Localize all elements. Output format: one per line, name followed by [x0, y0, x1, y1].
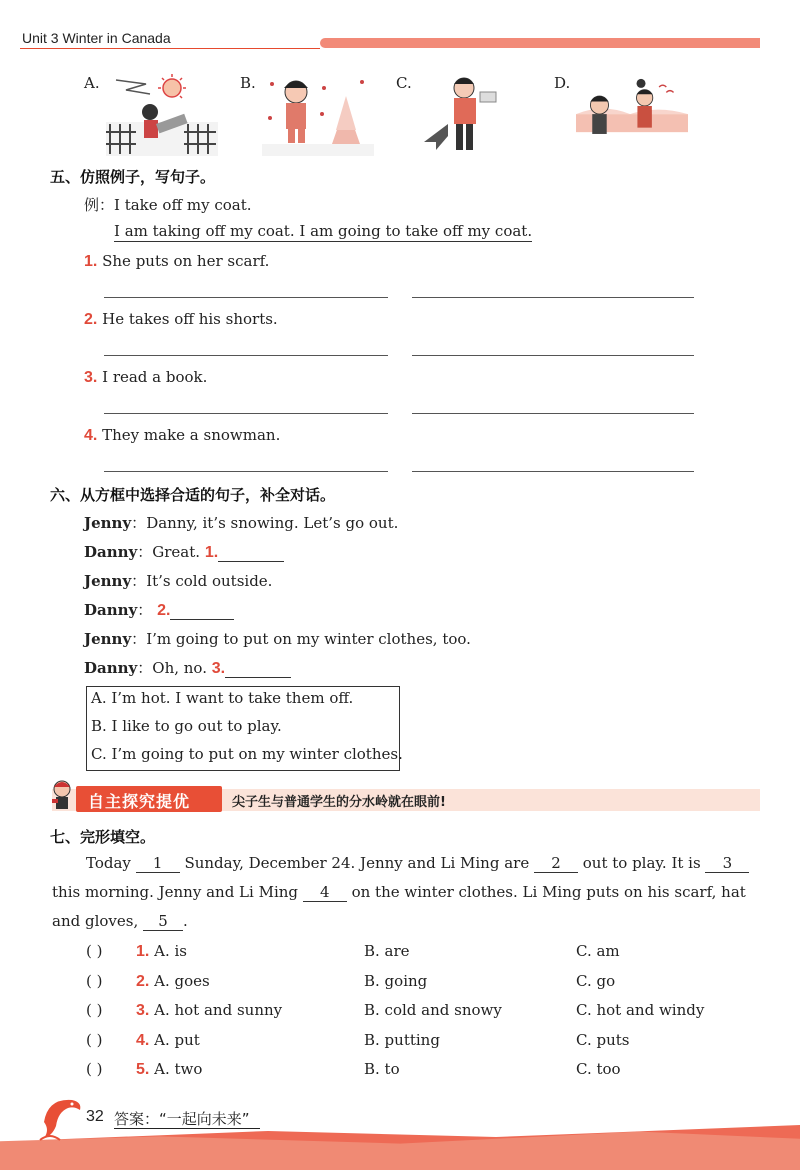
header-band — [320, 38, 760, 48]
cloze-blank[interactable]: 2 — [534, 854, 578, 873]
option-c: C. go — [576, 972, 616, 990]
question-paren[interactable]: ( ) — [86, 972, 103, 990]
choice-option: C. I’m going to put on my winter clothes. — [91, 745, 403, 763]
section7-heading: 七、完形填空。 — [50, 828, 156, 846]
footer-underline — [114, 1128, 260, 1129]
answer-line[interactable] — [104, 355, 388, 356]
header-rule — [20, 48, 320, 49]
option-b: B. cold and snowy — [364, 1001, 502, 1019]
header-title: Unit 3 Winter in Canada — [22, 30, 171, 46]
option-c-letter: C. — [396, 74, 412, 92]
choice-option: A. I’m hot. I want to take them off. — [91, 689, 354, 707]
example-label: 例： — [84, 196, 115, 214]
banner-slogan: 尖子生与普通学生的分水岭就在眼前! — [232, 795, 446, 810]
answer-line[interactable] — [104, 297, 388, 298]
option-a-letter: A. — [84, 74, 100, 92]
answer-line[interactable] — [104, 413, 388, 414]
banner-label: 自主探究提优 — [88, 792, 191, 811]
option-c: C. hot and windy — [576, 1001, 705, 1019]
dialogue-line: Jenny：It’s cold outside. — [84, 572, 273, 590]
section5-item: 3. I read a book. — [84, 368, 208, 386]
example-sentence: I take off my coat. — [114, 196, 252, 214]
dolphin-icon — [38, 1092, 84, 1142]
question-paren[interactable]: ( ) — [86, 1001, 103, 1019]
dialogue-line: Danny： 2. — [84, 599, 234, 620]
question-row: 1. A. is — [136, 942, 187, 960]
option-b: B. going — [364, 972, 428, 990]
dialogue-line: Jenny：I’m going to put on my winter clothes, too. — [84, 630, 471, 648]
page-number: 32 — [86, 1108, 104, 1125]
option-b: B. to — [364, 1060, 400, 1078]
option-c: C. puts — [576, 1031, 630, 1049]
cloze-blank[interactable]: 5 — [143, 912, 183, 931]
dialogue-blank[interactable] — [225, 659, 291, 678]
dialogue-line: Danny：Oh, no. 3. — [84, 657, 291, 678]
question-paren[interactable]: ( ) — [86, 942, 103, 960]
option-c: C. too — [576, 1060, 621, 1078]
option-c-picture — [418, 74, 530, 156]
section5-example — [84, 194, 252, 215]
answer-line[interactable] — [412, 413, 694, 414]
answer-line[interactable] — [412, 297, 694, 298]
option-b-letter: B. — [240, 74, 256, 92]
footer-answer: 答案：“一起向未来” — [114, 1110, 250, 1128]
choice-box — [86, 686, 403, 771]
dialogue-line: Danny：Great. 1. — [84, 541, 284, 562]
question-row: 2. A. goes — [136, 972, 210, 990]
answer-line[interactable] — [412, 471, 694, 472]
question-row: 5. A. two — [136, 1060, 203, 1078]
cloze-blank[interactable]: 3 — [705, 854, 749, 873]
section6-heading: 六、从方框中选择合适的句子，补全对话。 — [50, 486, 336, 504]
question-paren[interactable]: ( ) — [86, 1060, 103, 1078]
section5-heading: 五、仿照例子，写句子。 — [50, 168, 216, 186]
answer-line[interactable] — [412, 355, 694, 356]
dialogue-blank[interactable] — [170, 601, 234, 620]
dialogue-line: Jenny：Danny, it’s snowing. Let’s go out. — [84, 514, 399, 532]
option-b: B. are — [364, 942, 410, 960]
footer-wave — [0, 1122, 800, 1170]
option-b: B. putting — [364, 1031, 440, 1049]
question-paren[interactable]: ( ) — [86, 1031, 103, 1049]
option-c: C. am — [576, 942, 620, 960]
cloze-blank[interactable]: 1 — [136, 854, 180, 873]
question-row: 3. A. hot and sunny — [136, 1001, 283, 1019]
option-b-picture — [262, 74, 374, 156]
answer-line[interactable] — [104, 471, 388, 472]
option-d-picture — [576, 74, 688, 156]
question-row: 4. A. put — [136, 1031, 200, 1049]
cloze-blank[interactable]: 4 — [303, 883, 347, 902]
mascot-icon — [48, 779, 76, 815]
dialogue-blank[interactable] — [218, 543, 284, 562]
section5-item: 4. They make a snowman. — [84, 426, 281, 444]
example-answer: I am taking off my coat. I am going to take off my coat. — [114, 222, 533, 240]
passage-line-2: this morning. Jenny and Li Ming 4 on the winter clothes. Li Ming puts on his scarf, hat — [52, 883, 746, 901]
section5-item: 1. She puts on her scarf. — [84, 252, 270, 270]
option-a-picture — [106, 74, 218, 156]
choice-option: B. I like to go out to play. — [91, 717, 282, 735]
section5-item: 2. He takes off his shorts. — [84, 310, 278, 328]
option-d-letter: D. — [554, 74, 571, 92]
passage-line-3: and gloves, 5 . — [52, 912, 188, 930]
passage-line-1: Today 1 Sunday, December 24. Jenny and Li Ming are 2 out to play. It is 3 — [86, 854, 749, 873]
